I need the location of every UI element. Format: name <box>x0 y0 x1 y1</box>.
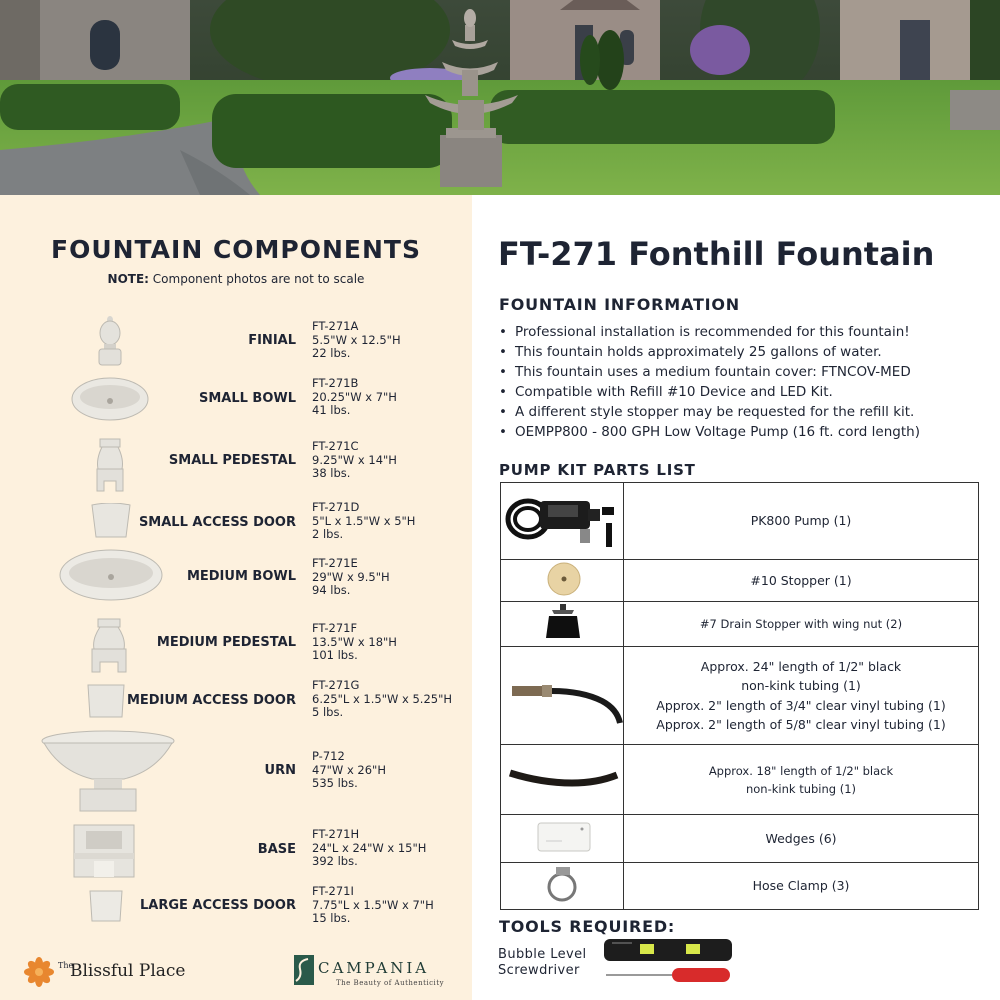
table-row <box>501 815 979 863</box>
product-title: FT-271 Fonthill Fountain <box>498 235 935 273</box>
component-dims: 7.75"L x 1.5"W x 7"H <box>312 897 434 912</box>
component-weight: 41 lbs. <box>312 403 351 417</box>
small-bowl-icon <box>70 377 150 425</box>
bubble-level-icon <box>604 939 732 961</box>
tools-icon <box>602 937 734 985</box>
info-item: • OEMPP800 - 800 GPH Low Voltage Pump (16 ft. cord length) <box>499 422 920 442</box>
component-name: MEDIUM BOWL <box>186 569 296 584</box>
logo-campania-name: CAMPANIA <box>318 959 430 977</box>
medium-bowl-icon <box>58 549 164 603</box>
component-dims: 24"L x 24"W x 15"H <box>312 840 427 855</box>
hero-photo <box>0 0 1000 195</box>
logo-the: The <box>58 961 74 970</box>
component-dims: 13.5"W x 18"H <box>312 634 397 649</box>
info-item: • This fountain holds approximately 25 gallons of water. <box>499 342 920 362</box>
component-finial <box>0 313 472 373</box>
component-small-bowl <box>0 375 472 431</box>
component-dims: 29"W x 9.5"H <box>312 569 390 584</box>
component-spec <box>312 679 452 720</box>
part-description <box>624 560 979 602</box>
component-weight: 392 lbs. <box>312 854 358 868</box>
tool-screwdriver: Screwdriver <box>498 963 580 978</box>
garden-fountain-photo <box>0 0 1000 195</box>
component-sku: P-712 <box>312 749 345 763</box>
component-weight: 22 lbs. <box>312 346 351 360</box>
info-item: • Compatible with Refill #10 Device and LED Kit. <box>499 382 920 402</box>
component-medium-access-door <box>0 679 472 723</box>
component-spec <box>312 440 397 481</box>
component-sku: FT-271E <box>312 556 358 570</box>
component-dims: 9.25"W x 14"H <box>312 452 397 467</box>
part-description <box>624 647 979 745</box>
pump-kit-heading: PUMP KIT PARTS LIST <box>499 461 696 479</box>
component-spec <box>312 557 390 598</box>
part-description <box>624 483 979 560</box>
part-line: non-kink tubing (1) <box>745 781 857 796</box>
component-dims: 5"L x 1.5"W x 5"H <box>312 513 416 528</box>
component-small-pedestal <box>0 435 472 493</box>
info-item: • Professional installation is recommended for this fountain! <box>499 322 920 342</box>
logo-campania-tagline: The Beauty of Authenticity <box>336 979 445 987</box>
component-weight: 2 lbs. <box>312 527 344 541</box>
component-spec <box>312 320 401 361</box>
component-spec <box>312 622 397 663</box>
component-dims: 47"W x 26"H <box>312 762 386 777</box>
hose-clamp-icon <box>502 863 623 906</box>
tubing-set-icon <box>502 647 623 741</box>
component-medium-pedestal <box>0 615 472 675</box>
small-pedestal-icon <box>92 437 128 493</box>
component-sku: FT-271B <box>312 376 359 390</box>
component-weight: 535 lbs. <box>312 776 358 790</box>
tubing-icon <box>502 745 623 811</box>
fountain-components-panel <box>0 195 472 1000</box>
large-access-door-icon <box>88 889 124 923</box>
pump-icon <box>502 483 623 556</box>
component-weight: 15 lbs. <box>312 911 351 925</box>
logo-blissful-name: Blissful Place <box>70 961 186 981</box>
component-spec <box>312 501 415 542</box>
table-row <box>501 647 979 745</box>
fountain-details-panel <box>472 195 1000 1000</box>
component-spec <box>312 828 426 869</box>
part-line: Wedges (6) <box>765 830 837 846</box>
small-access-door-icon <box>90 503 132 539</box>
table-row <box>501 863 979 910</box>
part-line: Approx. 2" length of 5/8" clear vinyl tubing (1) <box>656 717 946 732</box>
component-weight: 38 lbs. <box>312 466 351 480</box>
component-name: URN <box>264 763 296 778</box>
component-sku: FT-271C <box>312 439 359 453</box>
component-name: MEDIUM ACCESS DOOR <box>126 693 296 708</box>
component-dims: 5.5"W x 12.5"H <box>312 332 401 347</box>
component-sku: FT-271I <box>312 884 354 898</box>
part-line: #10 Stopper (1) <box>750 572 852 588</box>
stopper-icon <box>502 560 623 598</box>
component-weight: 94 lbs. <box>312 583 351 597</box>
component-sku: FT-271A <box>312 319 359 333</box>
part-line: Approx. 2" length of 3/4" clear vinyl tubing (1) <box>656 697 946 713</box>
wedge-icon <box>502 815 623 859</box>
medium-pedestal-icon <box>88 617 130 675</box>
pump-kit-parts-table <box>500 482 979 910</box>
component-small-access-door <box>0 499 472 543</box>
component-sku: FT-271G <box>312 678 360 692</box>
part-description <box>624 815 979 863</box>
component-urn <box>0 727 472 813</box>
medium-access-door-icon <box>86 683 126 719</box>
info-item: • A different style stopper may be requested for the refill kit. <box>499 402 920 422</box>
info-item: • This fountain uses a medium fountain cover: FTNCOV-MED <box>499 362 920 382</box>
base-icon <box>72 823 136 879</box>
part-image-cell <box>501 483 624 560</box>
part-description <box>624 863 979 910</box>
component-spec <box>312 377 397 418</box>
part-line: non-kink tubing (1) <box>741 678 861 693</box>
component-name: SMALL BOWL <box>198 391 296 406</box>
campania-mark-icon <box>292 953 316 987</box>
component-name: SMALL ACCESS DOOR <box>138 515 296 530</box>
component-weight: 5 lbs. <box>312 705 344 719</box>
fountain-information-heading: FOUNTAIN INFORMATION <box>499 295 740 314</box>
component-name: BASE <box>257 842 296 857</box>
urn-icon <box>40 729 176 813</box>
table-row <box>501 560 979 602</box>
part-line: Hose Clamp (3) <box>752 878 850 894</box>
component-dims: 6.25"L x 1.5"W x 5.25"H <box>312 691 453 706</box>
table-row <box>501 483 979 560</box>
component-medium-bowl <box>0 547 472 607</box>
part-image-cell <box>501 745 624 815</box>
component-name: SMALL PEDESTAL <box>168 453 296 468</box>
component-weight: 101 lbs. <box>312 648 358 662</box>
part-line: Approx. 18" length of 1/2" black <box>708 763 894 778</box>
component-name: LARGE ACCESS DOOR <box>139 898 296 913</box>
table-row <box>501 745 979 815</box>
table-row <box>501 602 979 647</box>
component-spec <box>312 885 434 926</box>
part-image-cell <box>501 815 624 863</box>
part-image-cell <box>501 602 624 647</box>
component-base <box>0 821 472 881</box>
part-description <box>624 602 979 647</box>
part-image-cell <box>501 863 624 910</box>
part-line: Approx. 24" length of 1/2" black <box>700 658 902 674</box>
tool-bubble-level: Bubble Level <box>498 947 587 962</box>
component-name: MEDIUM PEDESTAL <box>156 635 296 650</box>
note-label: NOTE: <box>107 272 149 286</box>
component-dims: 20.25"W x 7"H <box>312 389 397 404</box>
part-description <box>624 745 979 815</box>
component-name: FINIAL <box>248 333 296 348</box>
components-title: FOUNTAIN COMPONENTS <box>51 235 421 264</box>
components-note <box>0 272 472 286</box>
component-spec <box>312 750 386 791</box>
fountain-information-list <box>499 322 920 442</box>
note-text: Component photos are not to scale <box>148 272 365 286</box>
part-image-cell <box>501 647 624 745</box>
component-sku: FT-271F <box>312 621 358 635</box>
flower-icon <box>24 957 54 987</box>
screwdriver-icon <box>606 968 730 982</box>
part-line: PK800 Pump (1) <box>750 513 852 529</box>
component-sku: FT-271H <box>312 827 360 841</box>
part-line: #7 Drain Stopper with wing nut (2) <box>699 617 903 631</box>
component-large-access-door <box>0 885 472 929</box>
part-image-cell <box>501 560 624 602</box>
drain-stopper-icon <box>502 602 623 643</box>
component-sku: FT-271D <box>312 500 360 514</box>
tools-required-heading: TOOLS REQUIRED: <box>499 917 676 936</box>
finial-icon <box>92 315 128 367</box>
